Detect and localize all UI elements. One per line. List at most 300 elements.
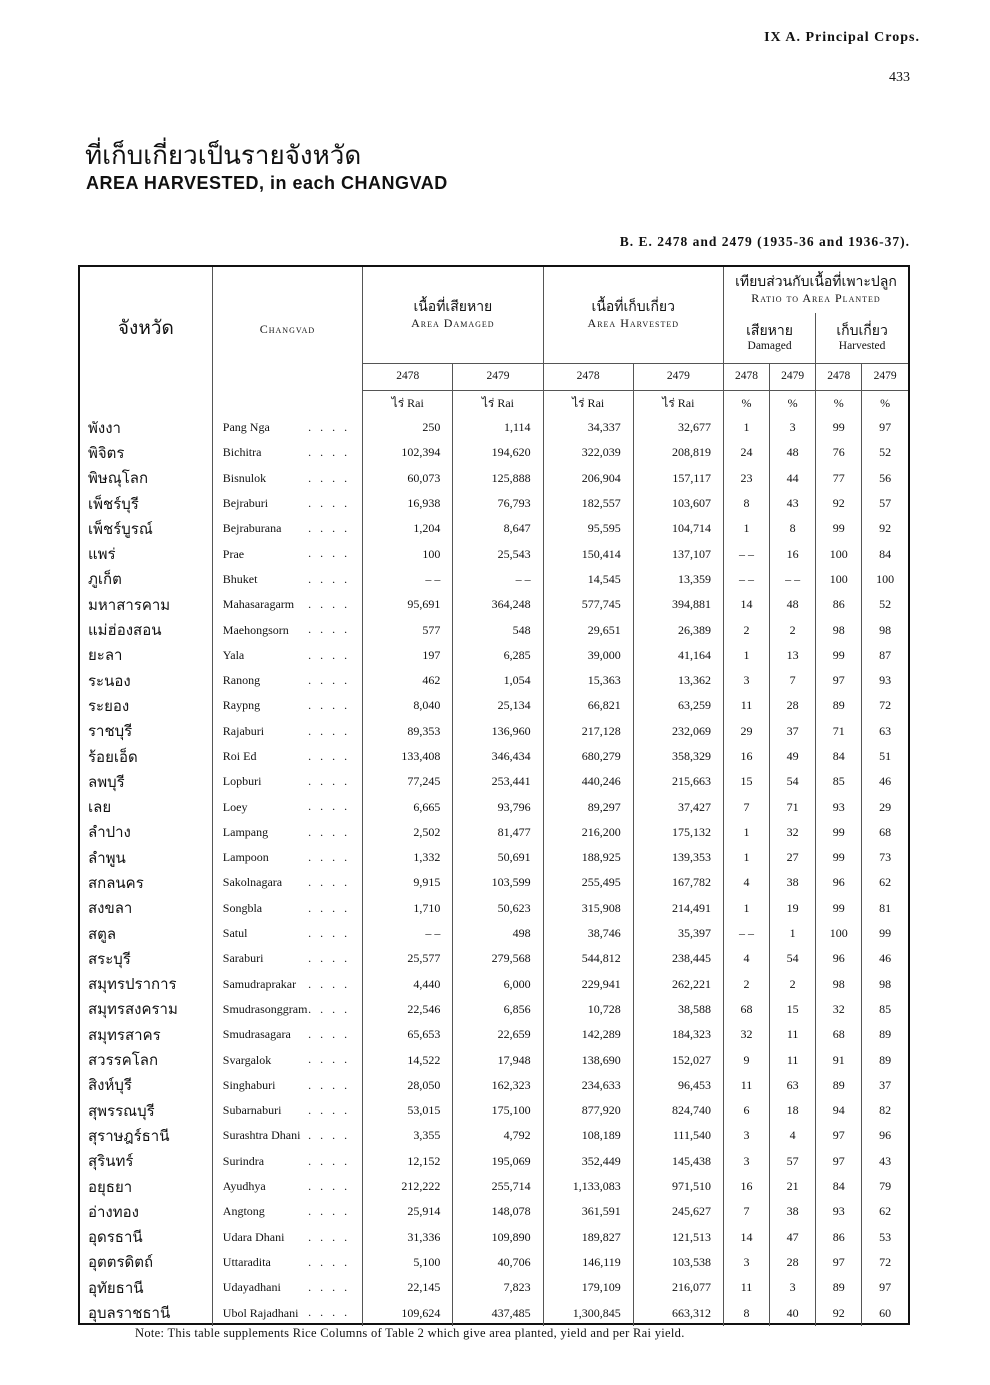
changvad-en-label: Sakolnagara	[222, 875, 283, 890]
ratio-value-cell: 48	[770, 592, 816, 617]
ratio-value-cell: 77	[816, 466, 862, 491]
ratio-harvested-thai: เก็บเกี่ยว	[836, 322, 888, 339]
area-value-cell: 440,246	[543, 769, 633, 794]
changvad-en-cell	[212, 668, 362, 693]
changvad-thai-cell: ระนอง	[88, 671, 131, 690]
changvad-thai-cell: สิงห์บุรี	[88, 1076, 132, 1095]
ratio-value-cell: 93	[862, 668, 908, 693]
ratio-value-cell: 98	[816, 617, 862, 642]
changvad-en-cell	[212, 1300, 362, 1325]
ratio-value-cell: 3	[770, 415, 816, 440]
ratio-value-cell: 52	[862, 592, 908, 617]
ratio-value-cell: 16	[770, 541, 816, 566]
changvad-en-cell	[212, 1250, 362, 1275]
area-value-cell: 142,289	[543, 1022, 633, 1047]
table-row	[80, 668, 908, 693]
ratio-value-cell: 3	[723, 1149, 769, 1174]
ratio-value-cell: 1	[723, 896, 769, 921]
year-header: 2479	[633, 364, 723, 391]
ratio-value-cell: 3	[770, 1275, 816, 1300]
ratio-value-cell: 100	[862, 567, 908, 592]
ratio-value-cell: 84	[816, 1174, 862, 1199]
leader-dots: . . . .	[308, 698, 351, 713]
area-value-cell: 96,453	[633, 1073, 723, 1098]
changvad-thai-cell: พิจิตร	[88, 443, 125, 462]
ratio-damaged-en: Damaged	[747, 339, 792, 352]
changvad-en-label: Lampoon	[222, 850, 269, 865]
leader-dots: . . . .	[308, 1077, 351, 1092]
area-value-cell: 216,200	[543, 820, 633, 845]
changvad-thai-cell: ภูเก็ต	[88, 570, 122, 589]
changvad-en-label: Ranong	[222, 673, 261, 688]
changvad-thai-cell: สมุทรสงคราม	[88, 1000, 178, 1019]
page-number: 433	[889, 70, 910, 85]
leader-dots: . . . .	[308, 1052, 351, 1067]
changvad-thai-cell: แพร่	[88, 545, 116, 564]
area-value-cell: 146,119	[543, 1250, 633, 1275]
col-area-harvested	[543, 267, 723, 364]
table-row	[80, 1300, 908, 1325]
area-value-cell: 29,651	[543, 617, 633, 642]
ratio-value-cell: 54	[770, 769, 816, 794]
ratio-value-cell: 11	[723, 1275, 769, 1300]
ratio-value-cell: – –	[723, 921, 769, 946]
area-value-cell: 346,434	[453, 744, 543, 769]
area-value-cell: 6,856	[453, 997, 543, 1022]
changvad-en-label: Uttaradita	[222, 1254, 271, 1269]
area-value-cell: 37,427	[633, 794, 723, 819]
changvad-en-cell	[212, 1047, 362, 1072]
area-value-cell: 53,015	[363, 1098, 453, 1123]
area-value-cell: 89,353	[363, 719, 453, 744]
area-value-cell: 577	[363, 617, 453, 642]
area-value-cell: 184,323	[633, 1022, 723, 1047]
ratio-value-cell: 98	[862, 617, 908, 642]
table-row	[80, 440, 908, 465]
area-damaged-en: Area Damaged	[411, 316, 495, 331]
changvad-thai-cell: สวรรคโลก	[88, 1051, 159, 1070]
area-value-cell: 13,362	[633, 668, 723, 693]
ratio-value-cell: 92	[816, 491, 862, 516]
changvad-en-label: Bisnulok	[222, 470, 267, 485]
ratio-value-cell: 97	[816, 1123, 862, 1148]
table-row	[80, 1199, 908, 1224]
area-value-cell: 208,819	[633, 440, 723, 465]
changvad-thai-cell: อุตตรดิตถ์	[88, 1253, 154, 1272]
ratio-value-cell: 89	[862, 1022, 908, 1047]
changvad-thai-cell: อุดรธานี	[88, 1228, 143, 1247]
ratio-value-cell: 46	[862, 946, 908, 971]
changvad-en-cell	[212, 1225, 362, 1250]
area-value-cell: 77,245	[363, 769, 453, 794]
title-english: AREA HARVESTED, in each CHANGVAD	[86, 173, 448, 193]
area-value-cell: 216,077	[633, 1275, 723, 1300]
changvad-en-label: Roi Ed	[222, 749, 257, 763]
area-value-cell: 81,477	[453, 820, 543, 845]
changvad-en-cell	[212, 820, 362, 845]
ratio-value-cell: 99	[816, 820, 862, 845]
changvad-en-label: Saraburi	[222, 951, 264, 966]
ratio-value-cell: 91	[816, 1047, 862, 1072]
area-value-cell: 322,039	[543, 440, 633, 465]
ratio-value-cell: 92	[862, 516, 908, 541]
area-value-cell: 189,827	[543, 1225, 633, 1250]
changvad-thai-cell: อุทัยธานี	[88, 1278, 144, 1297]
ratio-value-cell: – –	[723, 567, 769, 592]
area-value-cell: 109,890	[453, 1225, 543, 1250]
ratio-value-cell: 43	[862, 1149, 908, 1174]
table-row	[80, 592, 908, 617]
ratio-value-cell: 28	[770, 1250, 816, 1275]
area-value-cell: 245,627	[633, 1199, 723, 1224]
leader-dots: . . . .	[308, 571, 351, 586]
area-value-cell: 971,510	[633, 1174, 723, 1199]
ratio-value-cell: 8	[723, 491, 769, 516]
area-value-cell: 167,782	[633, 870, 723, 895]
leader-dots: . . . .	[308, 850, 351, 865]
area-value-cell: 66,821	[543, 693, 633, 718]
ratio-value-cell: 89	[816, 693, 862, 718]
ratio-value-cell: 52	[862, 440, 908, 465]
ratio-value-cell: 2	[723, 617, 769, 642]
changvad-en-cell	[212, 1199, 362, 1224]
leader-dots: . . . .	[308, 774, 351, 789]
col-ratio	[723, 267, 908, 313]
year-header: 2478	[543, 364, 633, 391]
crop-table	[78, 265, 910, 1325]
ratio-value-cell: 93	[816, 1199, 862, 1224]
ratio-value-cell: 96	[862, 1123, 908, 1148]
ratio-value-cell: 97	[862, 1275, 908, 1300]
leader-dots: . . . .	[308, 622, 351, 637]
leader-dots: . . . .	[308, 799, 351, 814]
ratio-value-cell: 85	[816, 769, 862, 794]
year-header: 2479	[862, 364, 908, 391]
area-value-cell: 102,394	[363, 440, 453, 465]
period-label: B. E. 2478 and 2479 (1935-36 and 1936-37).	[619, 234, 910, 249]
ratio-value-cell: 1	[723, 643, 769, 668]
changvad-en-cell	[212, 1275, 362, 1300]
area-value-cell: 150,414	[543, 541, 633, 566]
ratio-value-cell: 11	[723, 1073, 769, 1098]
changvad-en-cell	[212, 415, 362, 440]
area-value-cell: 214,491	[633, 896, 723, 921]
area-value-cell: 162,323	[453, 1073, 543, 1098]
area-value-cell: 182,557	[543, 491, 633, 516]
ratio-value-cell: 18	[770, 1098, 816, 1123]
changvad-en-cell	[212, 972, 362, 997]
ratio-value-cell: 2	[770, 972, 816, 997]
table-row	[80, 1123, 908, 1148]
ratio-value-cell: – –	[770, 567, 816, 592]
ratio-value-cell: 24	[723, 440, 769, 465]
table-row	[80, 1275, 908, 1300]
ratio-value-cell: 32	[770, 820, 816, 845]
changvad-thai-cell: ยะลา	[88, 646, 123, 665]
area-value-cell: 6,285	[453, 643, 543, 668]
ratio-value-cell: 99	[816, 643, 862, 668]
changvad-en-cell	[212, 769, 362, 794]
leader-dots: . . . .	[308, 824, 351, 839]
changvad-thai-cell: สงขลา	[88, 899, 133, 918]
area-value-cell: 152,027	[633, 1047, 723, 1072]
changvad-thai-cell: สุพรรณบุรี	[88, 1101, 155, 1120]
area-value-cell: 1,332	[363, 845, 453, 870]
ratio-value-cell: 56	[862, 466, 908, 491]
ratio-value-cell: 28	[770, 693, 816, 718]
area-value-cell: 195,069	[453, 1149, 543, 1174]
changvad-thai-cell: ลำปาง	[88, 823, 131, 842]
ratio-value-cell: 93	[816, 794, 862, 819]
area-value-cell: 232,069	[633, 719, 723, 744]
ratio-value-cell: 100	[816, 541, 862, 566]
area-value-cell: 41,164	[633, 643, 723, 668]
changvad-thai-cell: ระยอง	[88, 696, 130, 715]
unit-label: ไร่ Rai	[633, 391, 723, 416]
ratio-value-cell: 100	[816, 921, 862, 946]
leader-dots: . . . .	[308, 900, 351, 915]
changvad-en-cell	[212, 1174, 362, 1199]
area-value-cell: 577,745	[543, 592, 633, 617]
ratio-value-cell: 7	[723, 1199, 769, 1224]
ratio-value-cell: 98	[862, 972, 908, 997]
changvad-thai-cell: ร้อยเอ็ด	[88, 747, 138, 766]
changvad-thai-cell: เพ็ชร์บูรณ์	[88, 519, 153, 538]
changvad-en-label: Raypng	[222, 698, 261, 713]
area-value-cell: 215,663	[633, 769, 723, 794]
area-value-cell: 14,522	[363, 1047, 453, 1072]
changvad-thai-cell: อุบลราชธานี	[88, 1304, 171, 1323]
ratio-value-cell: 48	[770, 440, 816, 465]
ratio-value-cell: 37	[862, 1073, 908, 1098]
area-value-cell: 31,336	[363, 1225, 453, 1250]
ratio-value-cell: 1	[723, 415, 769, 440]
ratio-value-cell: 68	[816, 1022, 862, 1047]
changvad-en-label: Samudraprakar	[222, 976, 297, 991]
area-value-cell: 548	[453, 617, 543, 642]
leader-dots: . . . .	[308, 1128, 351, 1143]
area-value-cell: 22,546	[363, 997, 453, 1022]
ratio-value-cell: 85	[862, 997, 908, 1022]
leader-dots: . . . .	[308, 445, 351, 460]
changvad-en-cell	[212, 1098, 362, 1123]
ratio-value-cell: 43	[770, 491, 816, 516]
ratio-value-cell: 29	[723, 719, 769, 744]
area-value-cell: 1,133,083	[543, 1174, 633, 1199]
table-row	[80, 491, 908, 516]
table-row	[80, 870, 908, 895]
ratio-value-cell: 6	[723, 1098, 769, 1123]
area-value-cell: 175,132	[633, 820, 723, 845]
area-value-cell: 358,329	[633, 744, 723, 769]
changvad-en-label: Udara Dhani	[222, 1229, 285, 1244]
area-value-cell: 4,440	[363, 972, 453, 997]
area-value-cell: 279,568	[453, 946, 543, 971]
area-value-cell: 17,948	[453, 1047, 543, 1072]
changvad-en-cell	[212, 1149, 362, 1174]
year-header: 2479	[770, 364, 816, 391]
year-header: 2479	[453, 364, 543, 391]
changvad-en-cell	[212, 617, 362, 642]
ratio-value-cell: 99	[816, 896, 862, 921]
area-value-cell: 175,100	[453, 1098, 543, 1123]
changvad-en-label: Lampang	[222, 824, 269, 839]
leader-dots: . . . .	[308, 1153, 351, 1168]
ratio-value-cell: 29	[862, 794, 908, 819]
ratio-value-cell: – –	[723, 541, 769, 566]
ratio-value-cell: 72	[862, 693, 908, 718]
area-value-cell: 109,624	[363, 1300, 453, 1325]
area-value-cell: 680,279	[543, 744, 633, 769]
changvad-thai-cell: พิษณุโลก	[88, 469, 149, 488]
changvad-en-cell	[212, 1073, 362, 1098]
unit-label: %	[816, 391, 862, 416]
ratio-value-cell: 79	[862, 1174, 908, 1199]
area-harvested-thai: เนื้อที่เก็บเกี่ยว	[591, 299, 675, 316]
changvad-thai-cell: มหาสารคาม	[88, 595, 171, 614]
area-value-cell: 14,545	[543, 567, 633, 592]
table-row	[80, 921, 908, 946]
area-value-cell: 6,665	[363, 794, 453, 819]
ratio-value-cell: 9	[723, 1047, 769, 1072]
area-value-cell: 250	[363, 415, 453, 440]
area-value-cell: 39,000	[543, 643, 633, 668]
changvad-en-label: Pang Nga	[222, 420, 270, 435]
area-value-cell: 148,078	[453, 1199, 543, 1224]
changvad-en-label: Loey	[222, 799, 248, 814]
ratio-value-cell: 87	[862, 643, 908, 668]
area-value-cell: – –	[363, 567, 453, 592]
ratio-value-cell: 82	[862, 1098, 908, 1123]
table-row	[80, 1022, 908, 1047]
unit-label: ไร่ Rai	[543, 391, 633, 416]
area-value-cell: 197	[363, 643, 453, 668]
ratio-harvested-en: Harvested	[838, 339, 886, 352]
area-value-cell: 25,134	[453, 693, 543, 718]
year-header: 2478	[723, 364, 769, 391]
changvad-en-label: Bejraburi	[222, 496, 269, 511]
changvad-thai-cell: พังงา	[88, 418, 121, 437]
changvad-en-label: Bhuket	[222, 571, 258, 586]
ratio-value-cell: 97	[816, 1149, 862, 1174]
area-value-cell: 255,495	[543, 870, 633, 895]
changvad-en-cell	[212, 541, 362, 566]
area-value-cell: 10,728	[543, 997, 633, 1022]
area-value-cell: 4,792	[453, 1123, 543, 1148]
changvad-en-cell	[212, 921, 362, 946]
ratio-value-cell: 57	[862, 491, 908, 516]
table-row	[80, 972, 908, 997]
changvad-en-label: Surashtra Dhani	[222, 1128, 301, 1143]
changvad-en-label: Udayadhani	[222, 1280, 281, 1295]
area-value-cell: 7,823	[453, 1275, 543, 1300]
table-row	[80, 567, 908, 592]
changvad-en-cell	[212, 744, 362, 769]
changvad-en-label: Bichitra	[222, 445, 262, 460]
area-value-cell: 188,925	[543, 845, 633, 870]
changvad-en-cell	[212, 845, 362, 870]
leader-dots: . . . .	[308, 647, 351, 662]
leader-dots: . . . .	[308, 1280, 351, 1295]
area-value-cell: 104,714	[633, 516, 723, 541]
area-value-cell: 50,691	[453, 845, 543, 870]
leader-dots: . . . .	[308, 546, 351, 561]
ratio-value-cell: 16	[723, 744, 769, 769]
area-value-cell: 25,543	[453, 541, 543, 566]
changvad-en-label: Maehongsorn	[222, 622, 289, 637]
area-value-cell: 108,189	[543, 1123, 633, 1148]
ratio-value-cell: 60	[862, 1300, 908, 1325]
ratio-value-cell: 63	[862, 719, 908, 744]
ratio-value-cell: 99	[816, 516, 862, 541]
ratio-damaged-thai: เสียหาย	[746, 322, 793, 339]
ratio-value-cell: 11	[723, 693, 769, 718]
area-value-cell: 1,300,845	[543, 1300, 633, 1325]
ratio-value-cell: 92	[816, 1300, 862, 1325]
changvad-en-cell	[212, 491, 362, 516]
leader-dots: . . . .	[308, 976, 351, 991]
ratio-value-cell: 46	[862, 769, 908, 794]
ratio-value-cell: 100	[816, 567, 862, 592]
ratio-value-cell: 47	[770, 1225, 816, 1250]
changvad-thai-cell: สุรินทร์	[88, 1152, 134, 1171]
leader-dots: . . . .	[308, 875, 351, 890]
area-value-cell: 255,714	[453, 1174, 543, 1199]
title-thai: ที่เก็บเกี่ยวเป็นรายจังหวัด	[85, 141, 362, 171]
leader-dots: . . . .	[308, 420, 351, 434]
table-row	[80, 516, 908, 541]
ratio-value-cell: 49	[770, 744, 816, 769]
area-value-cell: 22,145	[363, 1275, 453, 1300]
area-value-cell: 15,363	[543, 668, 633, 693]
ratio-value-cell: 96	[816, 946, 862, 971]
area-value-cell: 111,540	[633, 1123, 723, 1148]
area-value-cell: 40,706	[453, 1250, 543, 1275]
area-value-cell: 364,248	[453, 592, 543, 617]
ratio-value-cell: 7	[723, 794, 769, 819]
changvad-en-cell	[212, 466, 362, 491]
changvad-en-cell	[212, 1123, 362, 1148]
table-row	[80, 693, 908, 718]
area-value-cell: 133,408	[363, 744, 453, 769]
changvad-en-cell	[212, 946, 362, 971]
table-row	[80, 719, 908, 744]
ratio-value-cell: 23	[723, 466, 769, 491]
ratio-value-cell: 99	[816, 845, 862, 870]
area-value-cell: 498	[453, 921, 543, 946]
area-value-cell: 8,040	[363, 693, 453, 718]
area-value-cell: 103,607	[633, 491, 723, 516]
area-value-cell: 194,620	[453, 440, 543, 465]
area-value-cell: 437,485	[453, 1300, 543, 1325]
changvad-thai-cell: สตูล	[88, 924, 117, 943]
leader-dots: . . . .	[308, 1254, 351, 1269]
table-row	[80, 643, 908, 668]
ratio-value-cell: 38	[770, 1199, 816, 1224]
changvad-en-label: Surindra	[222, 1153, 265, 1168]
area-value-cell: 76,793	[453, 491, 543, 516]
changvad-en-label: Yala	[222, 647, 245, 662]
ratio-thai: เทียบส่วนกับเนื้อที่เพาะปลูก	[735, 274, 897, 291]
area-value-cell: 1,710	[363, 896, 453, 921]
leader-dots: . . . .	[308, 925, 351, 940]
unit-spacer	[212, 391, 362, 416]
area-value-cell: 212,222	[363, 1174, 453, 1199]
changvad-en-cell	[212, 592, 362, 617]
ratio-value-cell: 2	[723, 972, 769, 997]
ratio-value-cell: 81	[862, 896, 908, 921]
col-changvad-en: Changvad	[212, 267, 362, 391]
